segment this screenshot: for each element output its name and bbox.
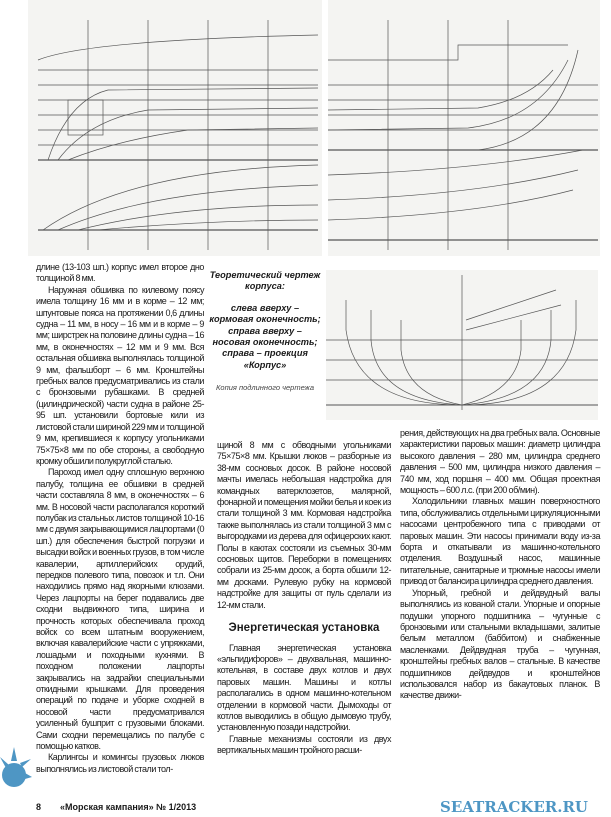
paragraph: щиной 8 мм с обводными угольниками 75×75×8 мм. Крышки люков – разборные из 38-мм сосновых досок. В районе носовой мачты имелась небольшая надстройка для командных ватерклозетов, малярной, фонарной и помещения мойки белья и коек из стали толщиной 3 мм. Кормовая надстройка также выполнялась из стали толщиной 3 мм с выгородками из дерева для офицерских кают. Полы в каютах состояли из съемных 30-мм сосновых щитов. Переборки в помещениях собрали из 25-мм досок, а борта обшили 12-мм досками. Рулевую рубку на кормовой надстройке для защиты от пуль сделали из 12-мм стали. (217, 440, 391, 610)
section-heading: Энергетическая установка (228, 622, 380, 635)
caption-title: Теоретический чертеж корпуса: (209, 270, 321, 292)
paragraph: Пароход имел одну сплошную верхнюю палубу, толщина ее обшивки в средней части составляла 8 мм, в оконечностях – 6 мм. В носовой части располагался короткий полубак из стальных листов толщиной 10-16 мм с двумя закрывающимися лацпортами (0 шп.) для обеспечения быстрой погрузки и высадки войск и военных грузов, в том числе кавалерии, артиллерийских орудий, передков полевого типа, повозок и т.п. Они находились прямо над якорными клюзами. Через лацпорты на берег подавались две сходни выдвижного типа, ширина и прочность которых обеспечивала проход войск со всем штатным вооружением, включая кавалерийские части с упряжками, лошадьми и походными кухнями. В походном положении лацпорты закрывались на задрайки специальными откидными крышками. Для проведения операций по подаче и уборке сходней в носовой части предусматривался усиленный бушприт с грузовыми блоками. Сами сходни перемещались по палубе с помощью катков. (36, 467, 204, 752)
text-column-2 (217, 440, 391, 757)
watermark-text: SEATRACKER.RU (440, 798, 588, 816)
text-column-1 (36, 262, 204, 775)
stern-lines-drawing (28, 0, 322, 256)
paragraph: Карлингсы и комингсы грузовых люков выполнялись из листовой стали тол- (36, 752, 204, 774)
drawing-caption (208, 270, 322, 392)
page-number: 8 (36, 802, 42, 812)
sun-watermark-icon (0, 745, 32, 795)
magazine-title: «Морская кампания» № 1/2013 (60, 802, 197, 812)
paragraph: Главная энергетическая установка «эльпидифоров» – двухвальная, машинно-котельная, в составе двух котлов и двух паровых машин. Машины и котлы располагались в одном машинно-котельном отделении в кормовой части. Дымоходы от котлов выводились в общую дымовую трубу, установленную позади надстройки. (217, 642, 391, 733)
caption-line: справа – проекция «Корпус» (222, 348, 308, 370)
caption-source: Копия подлинного чертежа (215, 383, 314, 393)
paragraph: рения, действующих на два гребных вала. Основные характеристики паровых машин: диаметр цилиндра высокого давления – 280 мм, цилиндра среднего давления – 500 мм, цилиндра низкого давления – 740 мм, ход поршня – 400 мм. Общая проектная мощность – 600 л.с. (при 200 об/мин). (400, 428, 600, 496)
caption-line: справа вверху – носовая оконечность; (212, 325, 318, 348)
body-plan-drawing (326, 270, 598, 420)
caption-line: слева вверху – кормовая оконечность; (209, 302, 321, 325)
text-column-3 (400, 428, 600, 702)
paragraph: Наружная обшивка по килевому поясу имела толщину 16 мм и в корме – 12 мм; шпунтовые пояса на протяжении 0,6 длины судна – 11 мм, в носу – 16 мм и в корме – 9 мм; ширстрек на половине длины судна – 16 мм, в оконечностях – 12 мм и 9 мм. Вся остальная обшивка выполнялась толщиной 9 мм, фальшборт – 6 мм. Кронштейны гребных валов предусматривались из стали с бронзовыми рубашками. В средней (цилиндрической) части судна в районе 25-95 шп. установили бортовые кили из листовой стали шириной 229 мм и толщиной 9 мм, крепившиеся к корпусу угольниками 75×75×8 мм по обе стороны, а свободную кромку обшили полукруглой сталью. (36, 284, 204, 466)
paragraph: Холодильники главных машин поверхностного типа, обслуживались отдельными циркуляционными насосами центробежного типа с приводами от паровых машин. Эти насосы принимали воду из-за борта и откатывали из машинно-котельного отделения. Воздушный насос, машинные питательные, санитарные и трюмные насосы имели привод от балансира цилиндра среднего давления. (400, 496, 600, 587)
bow-lines-drawing (328, 0, 600, 256)
paragraph: Упорный, гребной и дейдвудный валы выполнялись из кованой стали. Упорные и опорные подушки упорного подшипника – чугунные с бронзовыми или стальными вкладышами, залитые белым металлом (баббитом) и снабженные масленками. Дейдвудная труба – чугунная, кронштейны гребных валов – стальные. В качестве подшипников дейдвудов и кронштейнов использовался набор из бакаутовых планок. В качестве движи- (400, 587, 600, 701)
paragraph: длине (13-103 шп.) корпус имел второе дно толщиной 8 мм. (36, 262, 204, 284)
paragraph: Главные механизмы состояли из двух вертикальных машин тройного расши- (217, 733, 391, 756)
